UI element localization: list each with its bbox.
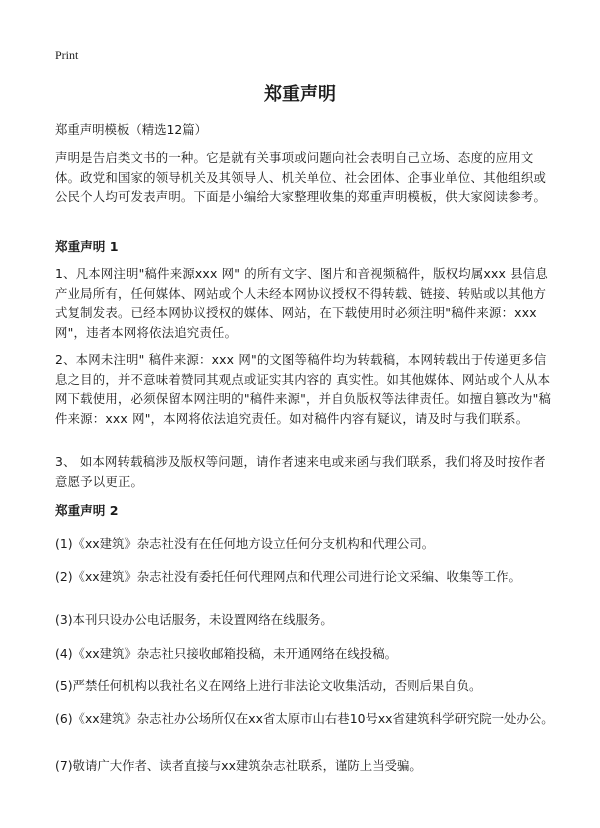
- print-link[interactable]: Print: [55, 48, 79, 62]
- section-2-item-5: (5)严禁任何机构以我社名义在网络上进行非法论文收集活动，否则后果自负。: [55, 678, 482, 693]
- section-1-heading: 郑重声明 1: [55, 239, 119, 254]
- section-1-paragraph-1: 1、凡本网注明"稿件来源xxx 网" 的所有文字、图片和音视频稿件，版权均属xxx 县信息产业局所有，任何媒体、网站或个人未经本网协议授权不得转载、链接、转贴或以其他方式复制发表。已经本网协议授权的媒体、网站，在下载使用时必须注明"稿件来源：xxx 网"，违者本网将依法追究责任。: [55, 266, 548, 340]
- section-2-item-7: (7)敬请广大作者、读者直接与xx建筑杂志社联系，谨防上当受骗。: [55, 758, 422, 773]
- section-2-item-2: (2)《xx建筑》杂志社没有委托任何代理网点和代理公司进行论文采编、收集等工作。: [55, 569, 521, 584]
- page-title: 郑重声明: [264, 84, 336, 105]
- intro-paragraph: 声明是告启类文书的一种。它是就有关事项或问题向社会表明自己立场、态度的应用文体。政党和国家的领导机关及其领导人、机关单位、社会团体、企事业单位、其他组织或公民个人均可发表声明。下面是小编给大家整理收集的郑重声明模板，供大家阅读参考。: [55, 150, 547, 204]
- section-2-item-1: (1)《xx建筑》杂志社没有在任何地方设立任何分支机构和代理公司。: [55, 536, 435, 551]
- section-2-item-6: (6)《xx建筑》杂志社办公场所仅在xx省太原市山右巷10号xx省建筑科学研究院一处办公。: [55, 711, 554, 726]
- section-1-paragraph-3: 3、 如本网转载稿涉及版权等问题，请作者速来电或来函与我们联系，我们将及时按作者意愿予以更正。: [55, 454, 546, 489]
- section-2-item-4: (4)《xx建筑》杂志社只接收邮箱投稿，未开通网络在线投稿。: [55, 646, 397, 661]
- section-2-item-3: (3)本刊只设办公电话服务，未设置网络在线服务。: [55, 612, 333, 627]
- document-subtitle: 郑重声明模板（精选12篇）: [55, 122, 208, 137]
- section-2-heading: 郑重声明 2: [55, 503, 119, 518]
- section-1-paragraph-2: 2、本网未注明" 稿件来源：xxx 网"的文图等稿件均为转载稿，本网转载出于传递更多信息之目的，并不意味着赞同其观点或证实其内容的 真实性。如其他媒体、网站或个人从本网下载使用，必须保留本网注明的"稿件来源"，并自负版权等法律责任。如擅自篡改为"稿件来源：xxx 网"，本网将依法追究责任。如对稿件内容有疑议，请及时与我们联系。: [55, 352, 552, 426]
